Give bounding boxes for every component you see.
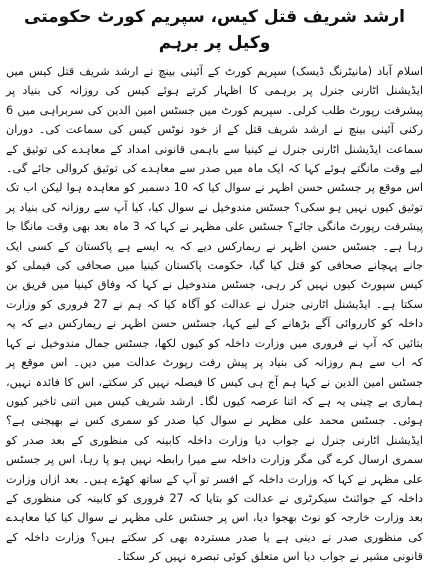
article-body <box>6 62 423 567</box>
article-paragraph: اسلام آباد (مانیٹرنگ ڈیسک) سپریم کورٹ کے آئینی بینچ نے ارشد شریف قتل کیس میں ایڈیشنل اٹارنی جنرل پر برہمی کا اظہار کرتے ہوئے کیس کی روزانہ کی بنیاد پر پیشرفت رپورٹ طلب کرلی۔ سپریم کورٹ میں جسٹس امین الدین کی سربراہی میں 6 رکنی آئینی بینچ نے ارشد شریف قتل کے از خود نوٹس کیس کی سماعت کی۔ دوران سماعت ایڈیشنل اٹارنی جنرل نے کینیا سے باہمی قانونی امداد کے معاہدے کی توثیق کے لیے وقت مانگتے ہوئے کہا کہ ایک ماہ میں صدر سے معاہدے کی توثیق کروالی جائے گی۔ اس موقع پر جسٹس حسن اظہر نے سوال کیا کہ 10 دسمبر کو معاہدہ ہوا لیکن اب تک توثیق کیوں نہیں ہو سکی؟ جسٹس مندوخیل نے سوال کیا، کیا آپ سے روزانہ کی بنیاد پر پیشرفت رپورٹ مانگی جائے؟ جسٹس علی مظہر نے کہا کہ 3 ماہ بعد بھی وقت مانگا جا رہا ہے۔ جسٹس حسن اظہر نے ریمارکس دیے کہ یہ ایسے ہے پاکستان کے کسی ایک جانے پہچانے صحافی کو قتل کیا گیا، حکومت پاکستان کینیا میں صحافی کی فیملی کو کیس سپورٹ کیوں نہیں کر رہی، جسٹس مندوخیل نے کہا کہ وفاق کینیا میں فریق بن سکتا ہے۔ ایڈیشنل اٹارنی جنرل نے عدالت کو آگاہ کیا کہ ہم نے 27 فروری کو وزارت داخلہ کو کارروائی آگے بڑھانے کے لیے کہا، جسٹس حسن اظہر نے ریمارکس دیے کہ یہ بتائیں کہ آپ نے فروری میں وزارت داخلہ کو کیوں لکھا، جسٹس جمال مندوخیل نے کہا کہ اب سے ہم روزانہ کی بنیاد پر پیش رفت رپورٹ عدالت میں دیں۔ اس موقع پر جسٹس امین الدین نے کہا ہم آج ہی کیس کا فیصلہ نہیں کر سکتے، اس کا فائدہ نہیں، ہماری بے چینی یہ ہے کہ اتنا عرصہ کیوں لگا۔ ارشد شریف کیس میں اتنی تاخیر کیوں ہوئی۔ جسٹس محمد علی مظہر نے سوال کیا صدر کو سمری کس نے بھیجنی ہے؟ ایڈیشنل اٹارنی جنرل نے جواب دیا وزارت داخلہ کابینہ کی منظوری کے بعد صدر کو سمری ارسال کرے گی مگر وزارت داخلہ سے میرا رابطہ نہیں ہو پا رہا، اس پر جسٹس علی مظہر نے کہا کہ وزارت داخلہ کے افسر تو آپ کے ساتھ کھڑے ہیں۔ بعد ازاں وزارت داخلہ کے جوائنٹ سیکرٹری نے عدالت کو بتایا کہ 27 فروری کو کابینہ کی منظوری کے بعد وزارت خارجہ کو نوٹ بھجوا دیا، اس پر جسٹس علی مظہر نے سوال کیا کیا معاہدے کی منظوری صدر نے دینی ہے یا صدر مستردہ بھی کر سکتے ہیں؟ وزارت داخلہ کے قانونی مشیر نے جواب دیا اس متعلق کوئی تبصرہ نہیں کر سکتا۔ <box>6 65 423 564</box>
article-headline: ارشد شریف قتل کیس، سپریم کورٹ حکومتی وکیل پر برہم <box>24 7 405 53</box>
